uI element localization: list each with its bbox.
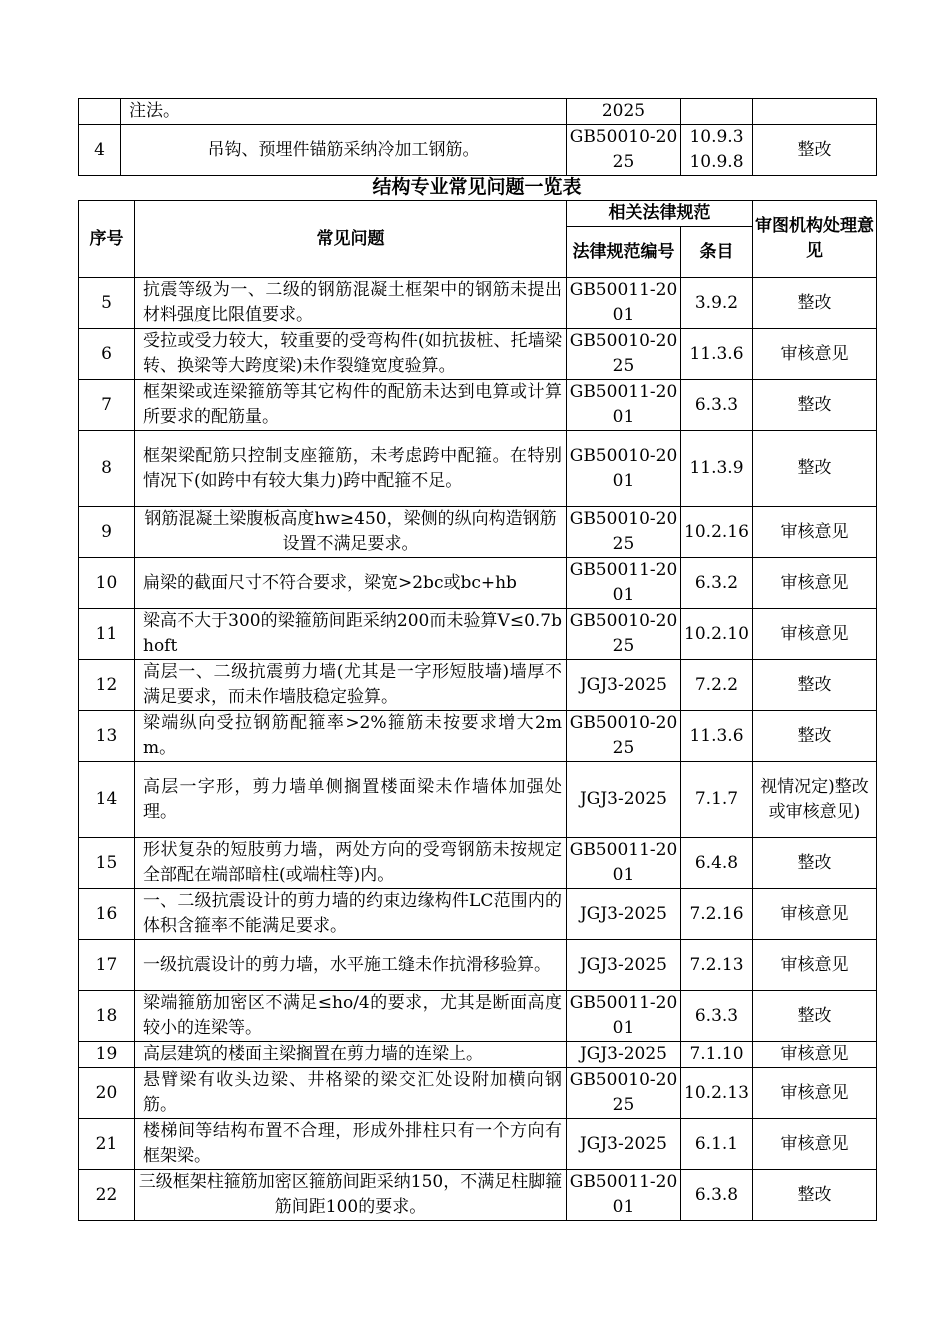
issue-text: 扁梁的截面尺寸不符合要求，梁宽>2bc或bc+hb: [135, 558, 567, 609]
opinion-cell: 审核意见: [753, 940, 877, 991]
opinion-cell: 整改: [753, 278, 877, 329]
issue-text: 高层一、二级抗震剪力墙(尤其是一字形短肢墙)墙厚不满足要求，而未作墙肢稳定验算。: [135, 660, 567, 711]
opinion-cell: 整改: [753, 660, 877, 711]
row-number: [79, 99, 121, 125]
issue-text: 梁端箍筋加密区不满足≤ho/4的要求，尤其是断面高度较小的连梁等。: [135, 991, 567, 1042]
clause-cell: 6.3.8: [681, 1170, 753, 1221]
table-row: [79, 1042, 877, 1068]
clause-cell: 7.2.16: [681, 889, 753, 940]
row-number: 5: [79, 278, 135, 329]
opinion-cell: 视情况定)整改或审核意见): [753, 762, 877, 838]
clause-cell: 3.9.2: [681, 278, 753, 329]
clause-cell: 6.3.2: [681, 558, 753, 609]
table-row: [79, 991, 877, 1042]
issue-text: 梁端纵向受拉钢筋配箍率>2%箍筋未按要求增大2mm。: [135, 711, 567, 762]
opinion-cell: 审核意见: [753, 329, 877, 380]
table-row: [79, 125, 877, 176]
header-row: [79, 201, 877, 227]
row-number: 6: [79, 329, 135, 380]
opinion-cell: [753, 99, 877, 125]
opinion-cell: 整改: [753, 711, 877, 762]
row-number: 7: [79, 380, 135, 431]
table-row: [79, 558, 877, 609]
header-code: 法律规范编号: [567, 227, 681, 278]
issue-text: 抗震等级为一、二级的钢筋混凝土框架中的钢筋未提出材料强度比限值要求。: [135, 278, 567, 329]
row-number: 18: [79, 991, 135, 1042]
opinion-cell: 审核意见: [753, 558, 877, 609]
table-row: [79, 609, 877, 660]
opinion-cell: 审核意见: [753, 507, 877, 558]
table-row: [79, 507, 877, 558]
header-clause: 条目: [681, 227, 753, 278]
clause-cell: 11.3.9: [681, 431, 753, 507]
page-title: 结构专业常见问题一览表: [372, 176, 582, 198]
issue-text: 钢筋混凝土梁腹板高度hw≥450，梁侧的纵向构造钢筋设置不满足要求。: [135, 507, 567, 558]
row-number: 21: [79, 1119, 135, 1170]
row-number: 13: [79, 711, 135, 762]
row-number: 12: [79, 660, 135, 711]
opinion-cell: 审核意见: [753, 609, 877, 660]
clause-cell: 10.2.13: [681, 1068, 753, 1119]
header-regulation-group: 相关法律规范: [567, 201, 753, 227]
issue-text: 框架梁或连梁箍筋等其它构件的配筋未达到电算或计算所要求的配筋量。: [135, 380, 567, 431]
issue-text: 注法。: [121, 99, 567, 125]
row-number: 22: [79, 1170, 135, 1221]
issue-text: 吊钩、预埋件锚筋采纳冷加工钢筋。: [121, 125, 567, 176]
table-row: [79, 1119, 877, 1170]
opinion-cell: 整改: [753, 1170, 877, 1221]
clause-cell: 11.3.6: [681, 711, 753, 762]
table-row: [79, 99, 877, 125]
header-number: 序号: [79, 201, 135, 278]
clause-cell: 7.1.7: [681, 762, 753, 838]
issue-text: 梁高不大于300的梁箍筋间距采纳200而未验算V≤0.7bhoft: [135, 609, 567, 660]
issue-text: 悬臂梁有收头边梁、井格梁的梁交汇处设附加横向钢筋。: [135, 1068, 567, 1119]
table-row: [79, 1068, 877, 1119]
row-number: 19: [79, 1042, 135, 1068]
continuation-table: [78, 98, 877, 176]
code-cell: GB50010-2025: [567, 329, 681, 380]
opinion-cell: 审核意见: [753, 1119, 877, 1170]
table-row: [79, 889, 877, 940]
code-cell: GB50011-2001: [567, 558, 681, 609]
issue-text: 高层建筑的楼面主梁搁置在剪力墙的连梁上。: [135, 1042, 567, 1068]
code-cell: JGJ3-2025: [567, 889, 681, 940]
clause-cell: 10.2.16: [681, 507, 753, 558]
code-cell: GB50011-2001: [567, 838, 681, 889]
table-row: [79, 711, 877, 762]
opinion-cell: 审核意见: [753, 889, 877, 940]
code-cell: GB50010-2025: [567, 1068, 681, 1119]
row-number: 14: [79, 762, 135, 838]
issue-text: 一级抗震设计的剪力墙，水平施工缝未作抗滑移验算。: [135, 940, 567, 991]
code-cell: JGJ3-2025: [567, 660, 681, 711]
header-issue: 常见问题: [135, 201, 567, 278]
row-number: 16: [79, 889, 135, 940]
clause-cell: 6.1.1: [681, 1119, 753, 1170]
issues-table: [78, 200, 877, 1221]
clause-cell: 6.3.3: [681, 991, 753, 1042]
opinion-cell: 整改: [753, 991, 877, 1042]
clause-cell: 10.9.3 10.9.8: [681, 125, 753, 176]
clause-cell: 6.3.3: [681, 380, 753, 431]
row-number: 15: [79, 838, 135, 889]
code-cell: GB50011-2001: [567, 278, 681, 329]
clause-cell: 7.1.10: [681, 1042, 753, 1068]
code-cell: JGJ3-2025: [567, 1119, 681, 1170]
issue-text: 一、二级抗震设计的剪力墙的约束边缘构件LC范围内的体积含箍率不能满足要求。: [135, 889, 567, 940]
code-cell: JGJ3-2025: [567, 762, 681, 838]
clause-cell: 7.2.2: [681, 660, 753, 711]
code-cell: GB50011-2001: [567, 380, 681, 431]
row-number: 10: [79, 558, 135, 609]
table-row: [79, 431, 877, 507]
issue-text: 三级框架柱箍筋加密区箍筋间距采纳150，不满足柱脚箍筋间距100的要求。: [135, 1170, 567, 1221]
code-cell: GB50010-2025: [567, 125, 681, 176]
code-cell: JGJ3-2025: [567, 940, 681, 991]
code-cell: GB50011-2001: [567, 1170, 681, 1221]
opinion-cell: 整改: [753, 380, 877, 431]
code-cell: GB50010-2025: [567, 711, 681, 762]
table-row: [79, 278, 877, 329]
issue-text: 高层一字形，剪力墙单侧搁置楼面梁未作墙体加强处理。: [135, 762, 567, 838]
row-number: 11: [79, 609, 135, 660]
table-row: [79, 940, 877, 991]
header-opinion: 审图机构处理意见: [753, 201, 877, 278]
clause-cell: 7.2.13: [681, 940, 753, 991]
issue-text: 楼梯间等结构布置不合理，形成外排柱只有一个方向有框架梁。: [135, 1119, 567, 1170]
table-row: [79, 1170, 877, 1221]
row-number: 20: [79, 1068, 135, 1119]
opinion-cell: 审核意见: [753, 1042, 877, 1068]
issue-text: 框架梁配筋只控制支座箍筋，未考虑跨中配箍。在特别情况下(如跨中有较大集力)跨中配箍不足。: [135, 431, 567, 507]
clause-cell: [681, 99, 753, 125]
issue-text: 受拉或受力较大，较重要的受弯构件(如抗拔桩、托墙梁转、换梁等大跨度梁)未作裂缝宽度验算。: [135, 329, 567, 380]
table-row: [79, 660, 877, 711]
row-number: 9: [79, 507, 135, 558]
code-cell: 2025: [567, 99, 681, 125]
clause-cell: 6.4.8: [681, 838, 753, 889]
row-number: 17: [79, 940, 135, 991]
row-number: 4: [79, 125, 121, 176]
code-cell: GB50010-2025: [567, 507, 681, 558]
row-number: 8: [79, 431, 135, 507]
code-cell: GB50010-2025: [567, 609, 681, 660]
table-row: [79, 329, 877, 380]
opinion-cell: 整改: [753, 431, 877, 507]
table-row: [79, 380, 877, 431]
issue-text: 形状复杂的短肢剪力墙，两处方向的受弯钢筋未按规定全部配在端部暗柱(或端柱等)内。: [135, 838, 567, 889]
table-row: [79, 838, 877, 889]
code-cell: GB50011-2001: [567, 991, 681, 1042]
table-body: [79, 278, 877, 1221]
clause-cell: 11.3.6: [681, 329, 753, 380]
table-row: [79, 762, 877, 838]
code-cell: JGJ3-2025: [567, 1042, 681, 1068]
code-cell: GB50010-2001: [567, 431, 681, 507]
clause-cell: 10.2.10: [681, 609, 753, 660]
opinion-cell: 整改: [753, 125, 877, 176]
opinion-cell: 审核意见: [753, 1068, 877, 1119]
opinion-cell: 整改: [753, 838, 877, 889]
